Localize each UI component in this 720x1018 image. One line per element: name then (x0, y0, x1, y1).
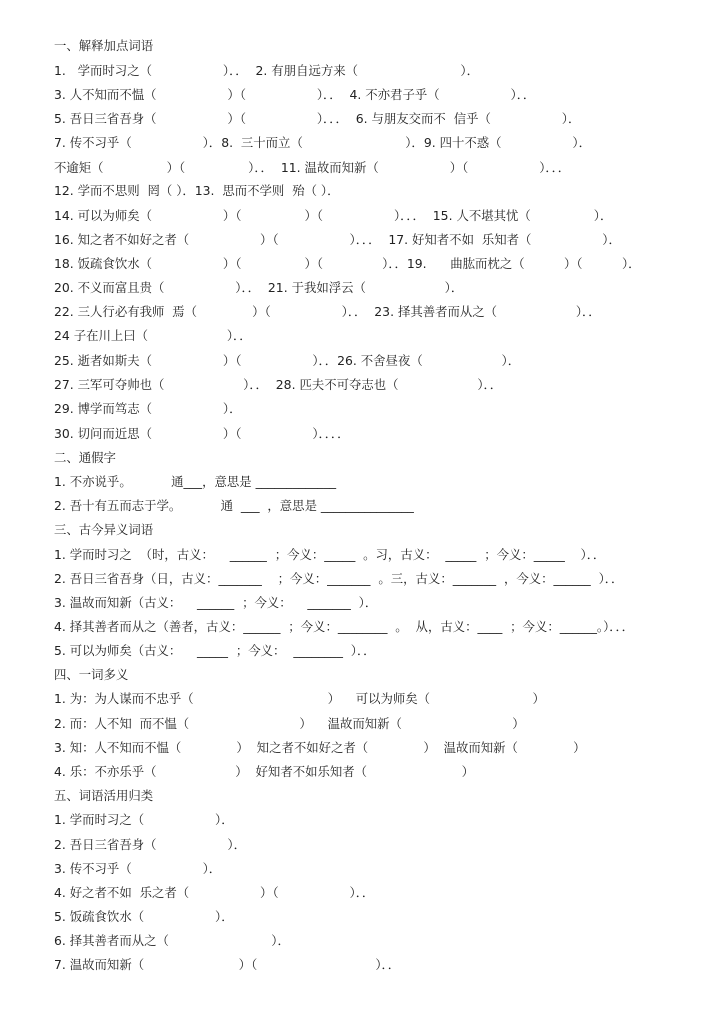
question-line: 22. 三人行必有我师 焉（ ）（ ）．． 23. 择其善者而从之（ ）．． (54, 304, 601, 319)
question-line: 5. 可以为师矣（古义： _____ ；今义： ________ ）．． (54, 643, 376, 658)
question-line: 1. 学而时习之（ ）．． 2. 有朋自远方来（ ）． (54, 63, 480, 78)
question-line: 3. 温故而知新（古义： ______ ；今义： _______ ）． (54, 595, 378, 610)
section-heading: 三、古今异义词语 (54, 522, 154, 537)
question-line: 3. 人不知而不愠（ ）（ ）．． 4. 不亦君子乎（ ）．． (54, 87, 536, 102)
section-heading: 一、解释加点词语 (54, 38, 154, 53)
question-line: 不逾矩（ ）（ ）．． 11. 温故而知新（ ）（ ）．．． (54, 160, 571, 175)
question-line: 29. 博学而笃志（ ）． (54, 401, 242, 416)
question-line: 1. 学而时习之（ ）． (54, 812, 234, 827)
question-line: 6. 择其善者而从之（ ）． (54, 933, 290, 948)
question-line: 1. 学而时习之 （时，古义： ______ ；今义：_____ 。习，古义： _____ ；今义：_____ ）．． (54, 547, 606, 562)
question-line: 3. 知：人不知而不愠（ ） 知之者不如好之者（ ） 温故而知新（ ） (54, 740, 586, 755)
question-line: 2. 吾日三省吾身（ ）． (54, 837, 246, 852)
question-line: 20. 不义而富且贵（ ）．． 21. 于我如浮云（ ）． (54, 280, 464, 295)
question-line: 2. 吾日三省吾身（日，古义：_______ ；今义：_______ 。三，古义：_______ ，今义：______ ）．． (54, 571, 624, 586)
question-line: 4. 好之者不如 乐之者（ ）（ ）．． (54, 885, 375, 900)
question-line: 5. 饭疏食饮水（ ）． (54, 909, 234, 924)
question-line: 2. 而：人不知 而不愠（ ） 温故而知新（ ） (54, 716, 525, 731)
section-heading: 五、词语活用归类 (54, 788, 154, 803)
question-line: 24 子在川上曰（ ）．． (54, 328, 252, 343)
question-line: 3. 传不习乎（ ）． (54, 861, 222, 876)
question-line: 12. 学而不思则 罔（ ）．13. 思而不学则 殆（ ）． (54, 183, 340, 198)
question-line: 18. 饭疏食饮水（ ）（ ）（ ）．．19. 曲肱而枕之（ ）（ ）． (54, 256, 641, 271)
section-heading: 四、一词多义 (54, 667, 129, 682)
question-line: 7. 传不习乎（ ）．8. 三十而立（ ）．9. 四十不惑（ ）． (54, 135, 592, 150)
question-line: 5. 吾日三省吾身（ ）（ ）．．． 6. 与朋友交而不 信乎（ ）． (54, 111, 581, 126)
question-line: 14. 可以为师矣（ ）（ ）（ ）．．． 15. 人不堪其忧（ ）． (54, 208, 613, 223)
question-line: 16. 知之者不如好之者（ ）（ ）．．． 17. 好知者不如 乐知者（ ）． (54, 232, 621, 247)
question-line: 30. 切问而近思（ ）（ ）．．．． (54, 426, 350, 441)
question-line: 1. 不亦说乎。 通___，意思是 _____________ (54, 474, 337, 489)
question-line: 25. 逝者如斯夫（ ）（ ）．．26. 不舍昼夜（ ）． (54, 353, 521, 368)
section-heading: 二、通假字 (54, 450, 116, 465)
question-line: 7. 温故而知新（ ）（ ）．． (54, 957, 401, 972)
question-line: 27. 三军可夺帅也（ ）．． 28. 匹夫不可夺志也（ ）．． (54, 377, 503, 392)
question-line: 4. 择其善者而从之（善者，古义：______ ；今义：________ 。 从，古义：____ ；今义：______。）．．． (54, 619, 635, 634)
question-line: 2. 吾十有五而志于学。 通 ___ ，意思是 _______________ (54, 498, 414, 513)
question-line: 1. 为：为人谋而不忠乎（ ） 可以为师矣（ ） (54, 691, 545, 706)
question-line: 4. 乐：不亦乐乎（ ） 好知者不如乐知者（ ） (54, 764, 474, 779)
